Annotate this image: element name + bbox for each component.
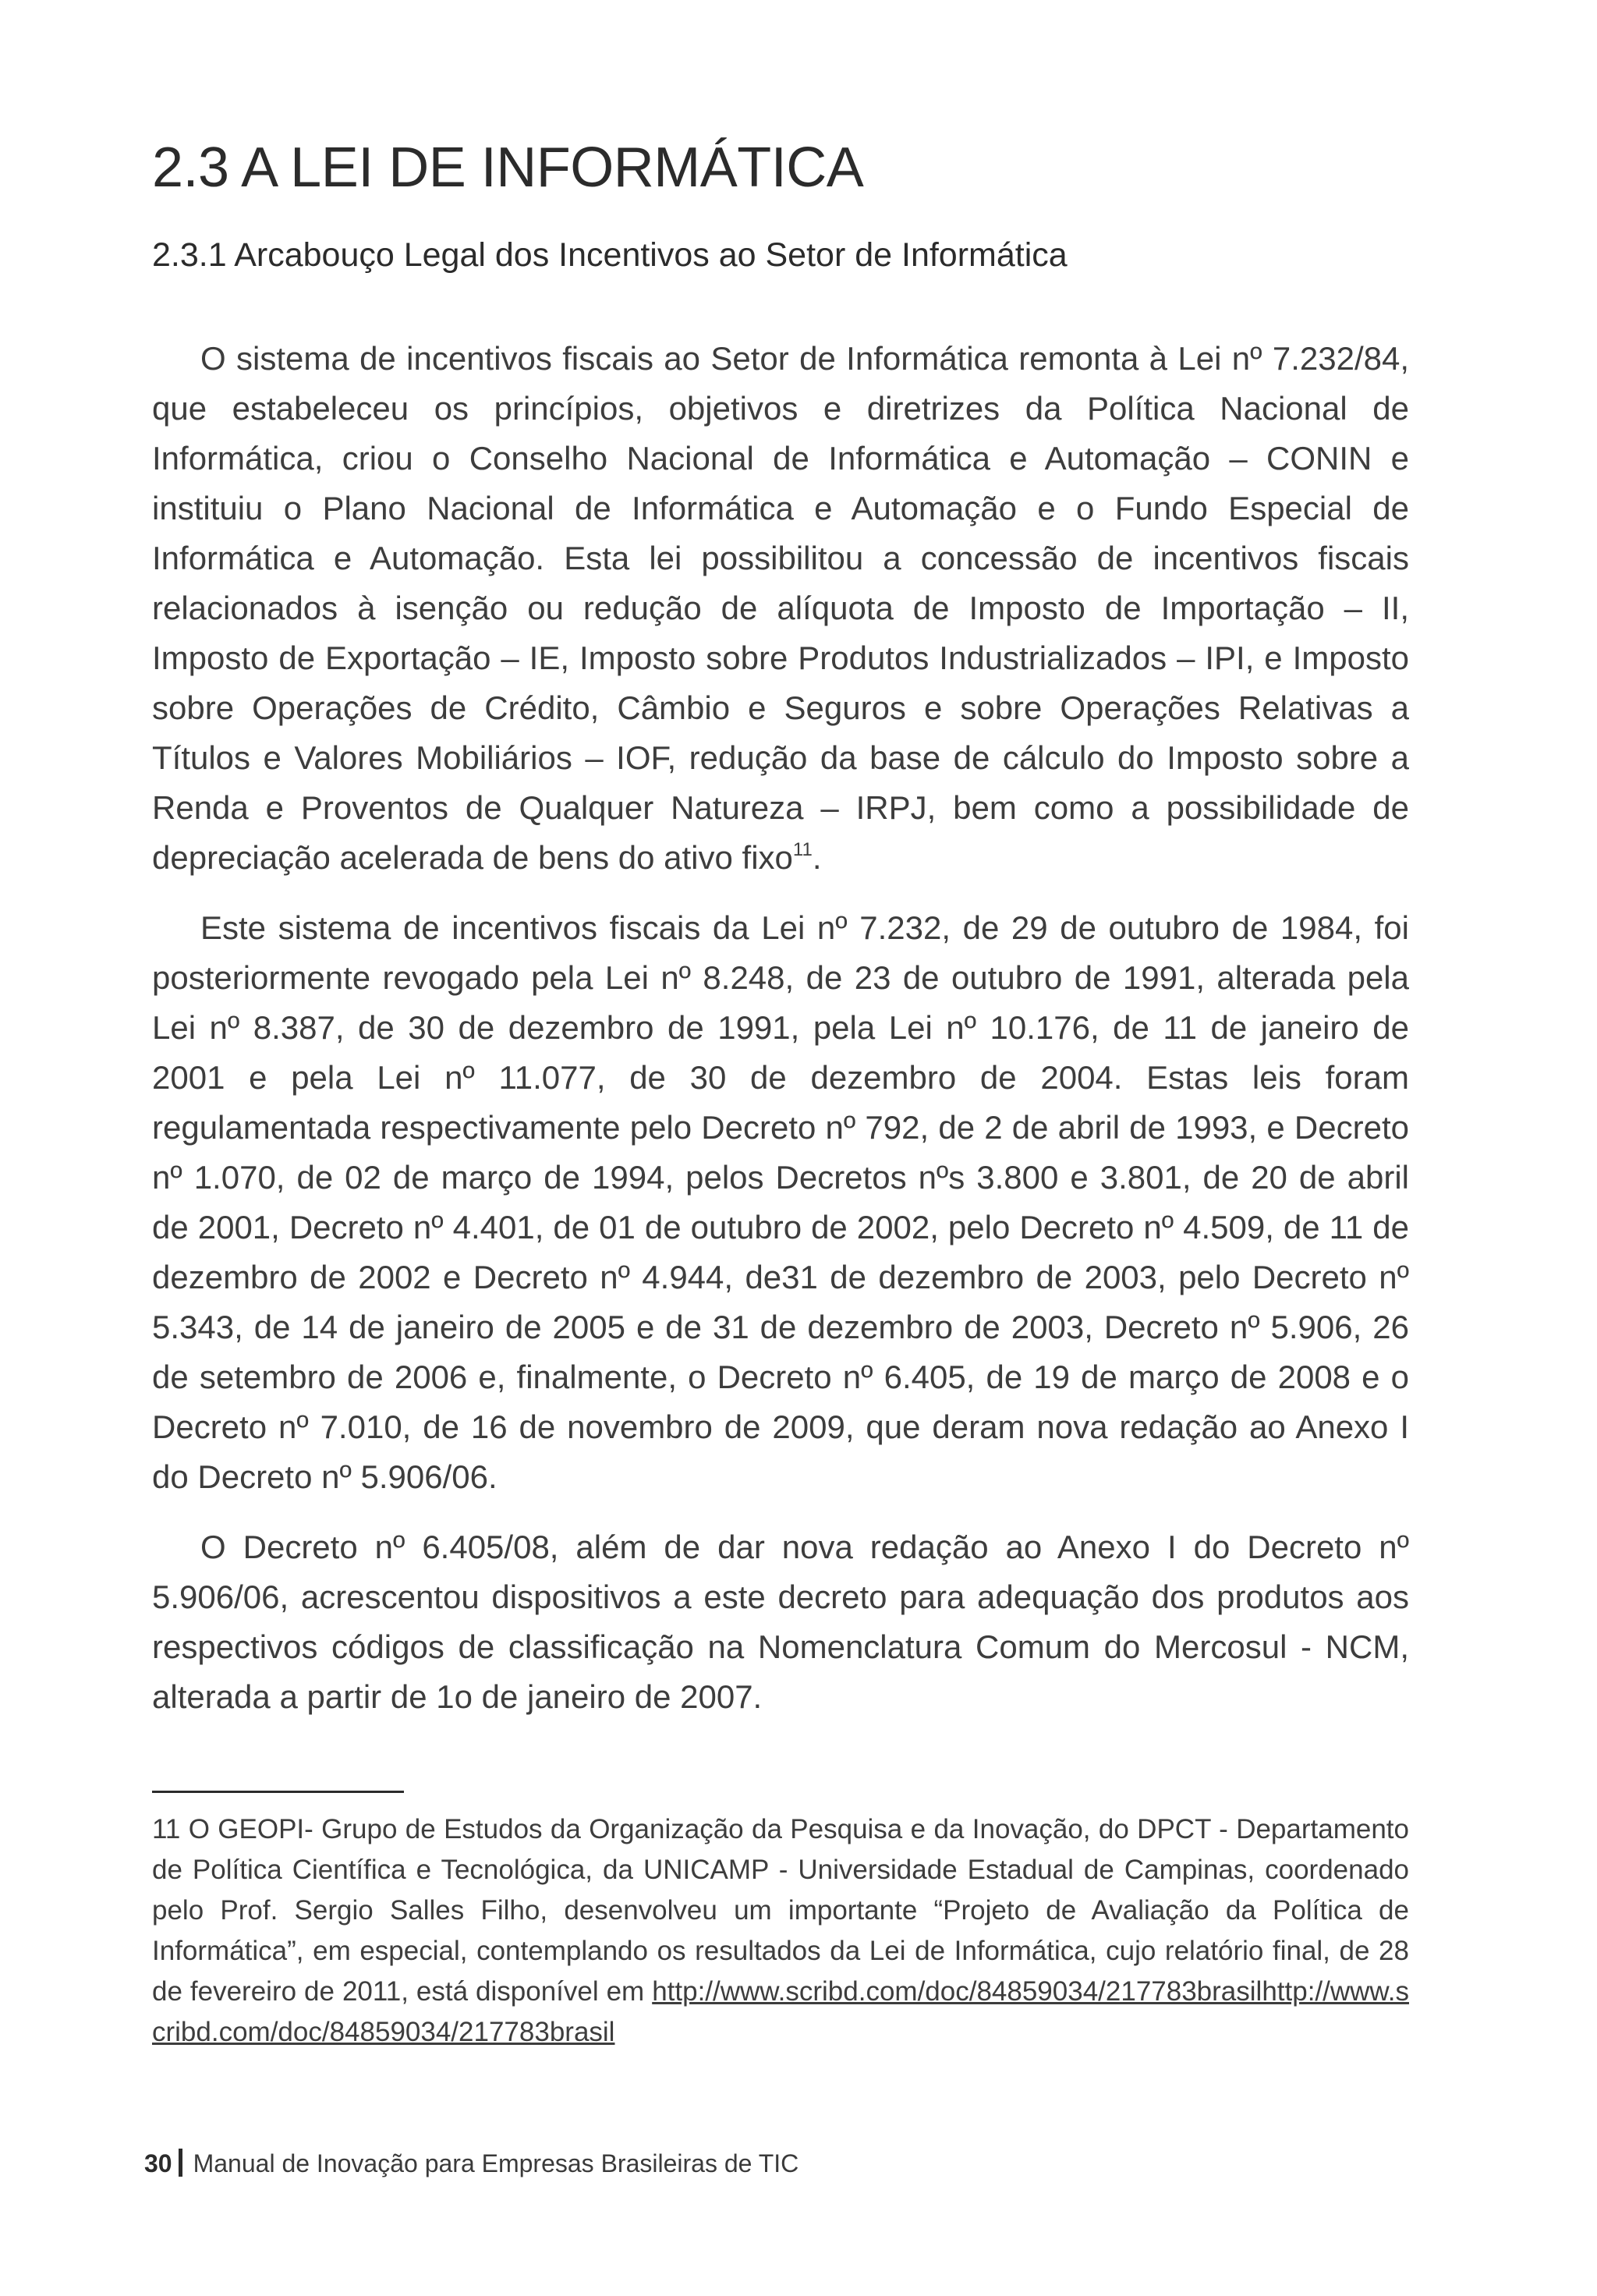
footnote-body: 11 O GEOPI- Grupo de Estudos da Organização da Pesquisa e da Inovação, do DPCT - Departamento de Política Científica e Tecnológica, da UNICAMP - Universidade Estadual de Campinas, coordenado pelo Prof. Sergio Salles Filho, desenvolveu um importante “Projeto de Avaliação da Política de Informática”, em especial, contemplando os resultados da Lei de Informática, cujo relatório final, de 28 de fevereiro de 2011, está disponível em xyxy=(152,1814,1409,2007)
footnote-link[interactable]: http://www.scribd.com/doc/84859034/217783brasilhttp://www.scribd.com/doc/84859034/217783brasil xyxy=(152,1976,1409,2047)
footnote xyxy=(152,1809,1409,2053)
paragraph-1-end: . xyxy=(812,839,822,876)
book-title: Manual de Inovação para Empresas Brasileiras de TIC xyxy=(193,2149,799,2177)
footer-separator xyxy=(179,2149,182,2177)
paragraph-3: O Decreto nº 6.405/08, além de dar nova redação ao Anexo I do Decreto nº 5.906/06, acrescentou dispositivos a este decreto para adequação dos produtos aos respectivos códigos de classificação na Nomenclatura Comum do Mercosul - NCM, alterada a partir de 1o de janeiro de 2007. xyxy=(152,1529,1409,1715)
subsection-title: 2.3.1 Arcabouço Legal dos Incentivos ao Setor de Informática xyxy=(152,236,1068,274)
page-footer xyxy=(144,2146,1470,2181)
paragraph-2: Este sistema de incentivos fiscais da Lei nº 7.232, de 29 de outubro de 1984, foi posteriormente revogado pela Lei nº 8.248, de 23 de outubro de 1991, alterada pela Lei nº 8.387, de 30 de dezembro de 1991, pela Lei nº 10.176, de 11 de janeiro de 2001 e pela Lei nº 11.077, de 30 de dezembro de 2004. Estas leis foram regulamentada respectivamente pelo Decreto nº 792, de 2 de abril de 1993, e Decreto nº 1.070, de 02 de março de 1994, pelos Decretos nºs 3.800 e 3.801, de 20 de abril de 2001, Decreto nº 4.401, de 01 de outubro de 2002, pelo Decreto nº 4.509, de 11 de dezembro de 2002 e Decreto nº 4.944, de31 de dezembro de 2003, pelo Decreto nº 5.343, de 14 de janeiro de 2005 e de 31 de dezembro de 2003, Decreto nº 5.906, 26 de setembro de 2006 e, finalmente, o Decreto nº 6.405, de 19 de março de 2008 e o Decreto nº 7.010, de 16 de novembro de 2009, que deram nova redação ao Anexo I do Decreto nº 5.906/06. xyxy=(152,909,1409,1495)
page-number: 30 xyxy=(144,2149,172,2177)
paragraph-1 xyxy=(152,334,1409,883)
body-text xyxy=(152,334,1409,1742)
paragraph-1-text: O sistema de incentivos fiscais ao Setor de Informática remonta à Lei nº 7.232/84, que estabeleceu os princípios, objetivos e diretrizes da Política Nacional de Informática, criou o Conselho Nacional de Informática e Automação – CONIN e instituiu o Plano Nacional de Informática e Automação e o Fundo Especial de Informática e Automação. Esta lei possibilitou a concessão de incentivos fiscais relacionados à isenção ou redução de alíquota de Imposto de Importação – II, Imposto de Exportação – IE, Imposto sobre Produtos Industrializados – IPI, e Imposto sobre Operações de Crédito, Câmbio e Seguros e sobre Operações Relativas a Títulos e Valores Mobiliários – IOF, redução da base de cálculo do Imposto sobre a Renda e Proventos de Qualquer Natureza – IRPJ, bem como a possibilidade de depreciação acelerada de bens do ativo fixo xyxy=(152,340,1409,876)
footnote-divider xyxy=(152,1791,404,1793)
footnote-reference[interactable]: 11 xyxy=(792,839,813,860)
section-title: 2.3 A LEI DE INFORMÁTICA xyxy=(152,136,864,199)
footnote-text xyxy=(152,1809,1409,2053)
